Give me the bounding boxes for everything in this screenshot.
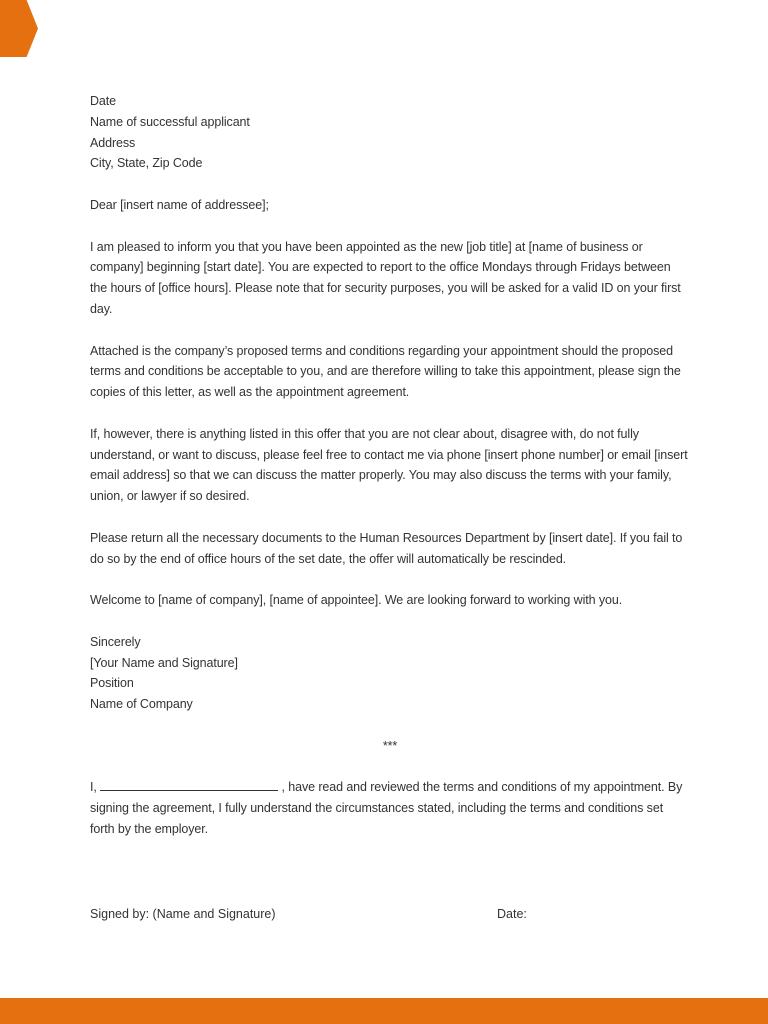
acknowledgement-text: , have read and reviewed the terms and conditions of my appointment. By signing the agreement, I fully understand the circumstances stated, including the terms and conditions set forth by the employer. — [90, 780, 683, 836]
signed-by-label: Signed by: (Name and Signature) — [90, 907, 276, 921]
city-state-zip-line: City, State, Zip Code — [90, 156, 203, 171]
footer-accent-bar — [0, 998, 768, 1024]
closing-name-signature: [Your Name and Signature] — [90, 655, 238, 670]
section-separator: *** — [382, 738, 398, 753]
paragraph-return-documents: Please return all the necessary documents to the Human Resources Department by [insert date]. If you fail to do so by the end of office hours of the set date, the offer will automatically be rescinded. — [90, 530, 683, 566]
acknowledgement-paragraph — [90, 777, 690, 839]
paragraph-terms: Attached is the company’s proposed terms and conditions regarding your appointment should the proposed terms and conditions be acceptable to you, and are therefore willing to take this appointment, please sign the copies of this letter, as well as the appointment agreement. — [90, 343, 681, 400]
paragraph-questions: If, however, there is anything listed in this offer that you are not clear about, disagree with, do not fully understand, or want to discuss, please feel free to contact me via phone [insert phone number] or email [insert email address] so that we can discuss the matter properly. You may also discuss the terms with your family, union, or lawyer if so desired. — [90, 426, 688, 504]
closing-company: Name of Company — [90, 697, 193, 712]
closing-position: Position — [90, 676, 134, 691]
paragraph-appointment: I am pleased to inform you that you have been appointed as the new [job title] at [name of business or company] beginning [start date]. You are expected to report to the office Mondays through Fridays between the hours of [office hours]. Please note that for security purposes, you will be asked for a valid ID on your first day. — [90, 239, 681, 316]
acknowledgement-prefix: I, — [90, 780, 101, 795]
name-blank-line — [100, 777, 278, 791]
applicant-name-line: Name of successful applicant — [90, 114, 250, 129]
address-line: Address — [90, 135, 136, 150]
signature-date-label: Date: — [497, 907, 527, 921]
date-line: Date — [90, 94, 117, 108]
paragraph-welcome: Welcome to [name of company], [name of appointee]. We are looking forward to working with you. — [90, 593, 623, 608]
letter-body — [90, 91, 690, 840]
signature-row — [90, 904, 690, 925]
closing-sincerely: Sincerely — [90, 634, 141, 649]
corner-arrow-decoration — [0, 0, 38, 57]
salutation: Dear [insert name of addressee]; — [90, 197, 269, 212]
